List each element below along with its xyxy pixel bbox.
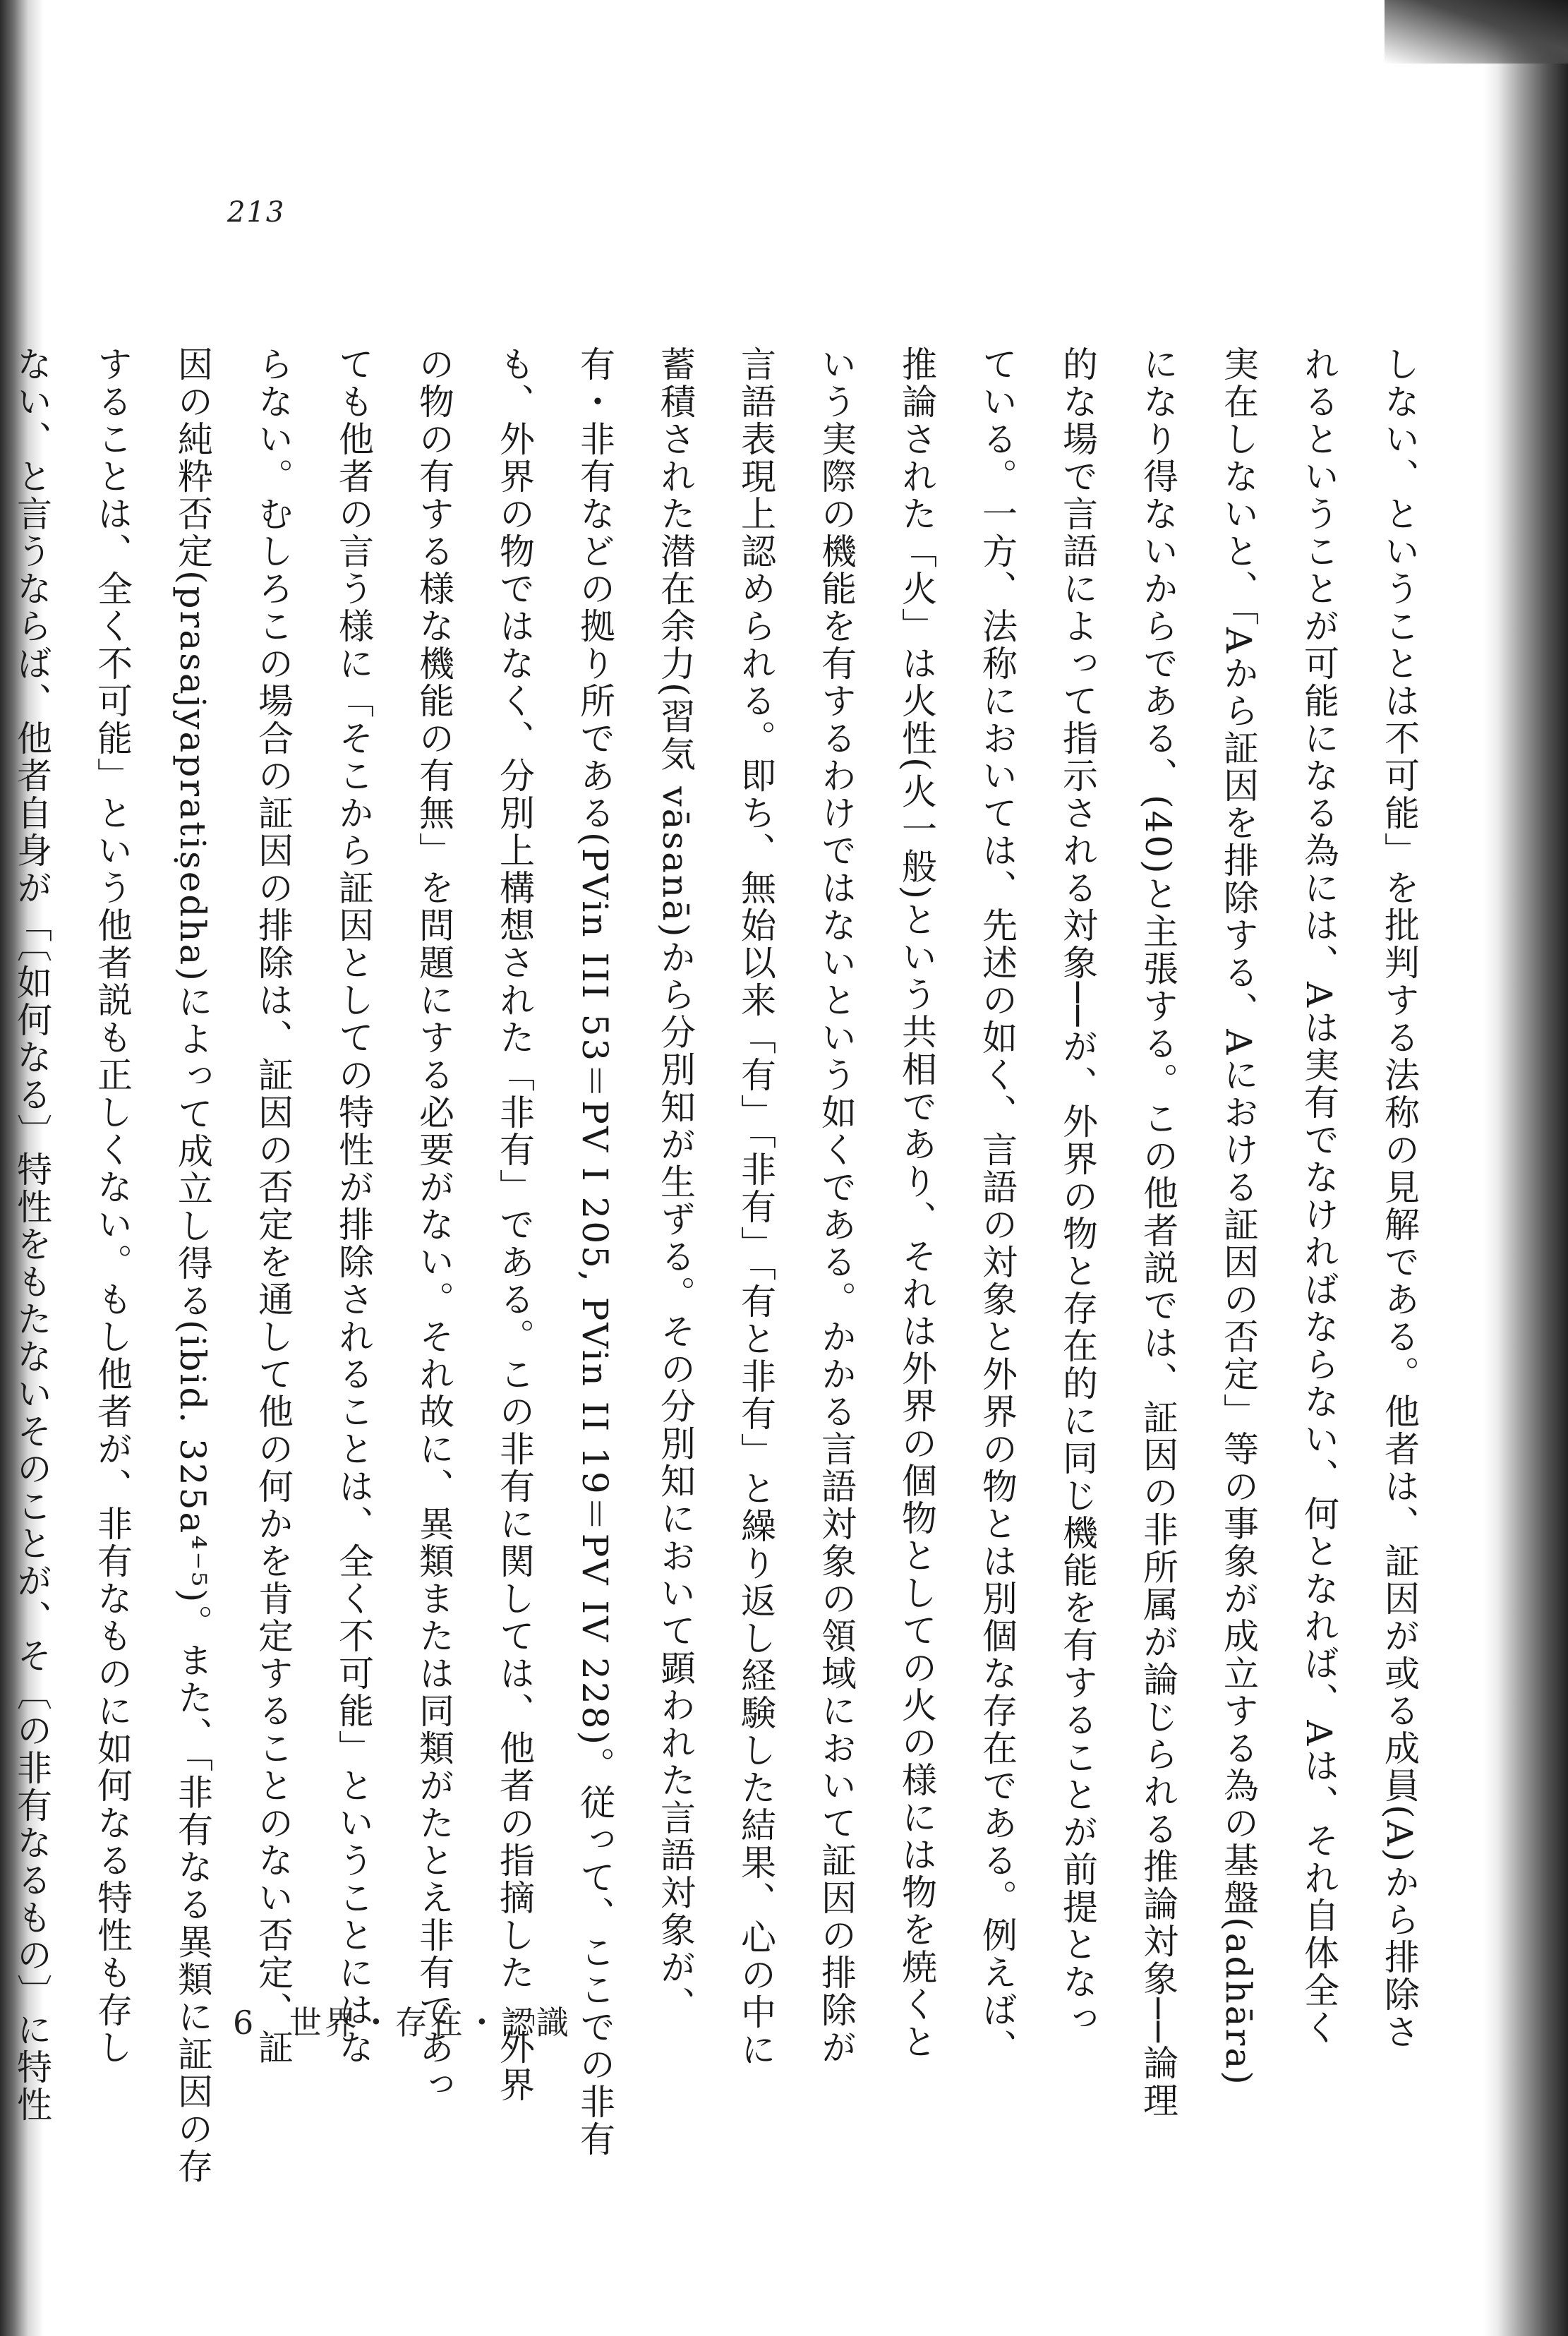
text-line: の物の有する様な機能の有無」を問題にする必要がない。それ故に、異類または同類がたとえ非有であっ	[414, 346, 454, 2104]
text-line: 的な場で言語によって指示される対象──が、外界の物と存在的に同じ機能を有することが前提となっ	[1057, 346, 1098, 2039]
chapter-title: 世界・存在・認識	[289, 2004, 572, 2042]
chapter-number: 6	[233, 2004, 257, 2042]
text-line: しない、ということは不可能」を批判する法称の見解である。他者は、証因が或る成員(A)から排除さ	[1379, 346, 1420, 2052]
text-line: ている。一方、法称においては、先述の如く、言語の対象と外界の物とは別個な存在である。例えば、	[977, 346, 1018, 2066]
text-line: 言語表現上認められる。即ち、無始以来「有」「非有」「有と非有」と繰り返し経験した結果、心の中に	[735, 346, 776, 2069]
text-line: 因の純粋否定(prasajyapratiṣedha)によって成立し得る(ibid. 325a⁴⁻⁵)。また、「非有なる異類に証因の存	[172, 346, 213, 2186]
text-line: いう実際の機能を有するわけではないという如くである。かかる言語対象の領域において証因の排除が	[816, 346, 857, 2066]
text-line: 実在しないと、「Aから証因を排除する、Aにおける証因の否定」等の事象が成立する為の基盤(adhāra)	[1218, 346, 1259, 2087]
text-line: ない、と言うならば、他者自身が「〔如何なる〕特性をもたないそのことが、そ〔の非有なるもの〕に特性	[11, 346, 52, 2124]
text-line: 蓄積された潜在余力(習気 vāsanā)から分別知が生ずる。その分別知において顕われた言語対象が、	[655, 346, 696, 2024]
text-line: れるということが可能になる為には、Aは実有でなければならない、何となれば、Aは、それ自体全く	[1298, 346, 1339, 2047]
text-line: 有・非有などの拠り所である(PVin III 53＝PV I 205, PVin II 19＝PV IV 228)。従って、ここでの非有	[574, 346, 615, 2159]
page-number: 213	[227, 196, 286, 229]
scan-corner-shadow	[1385, 0, 1568, 64]
running-footer	[233, 1997, 572, 2044]
text-line: らない。むしろこの場合の証因の排除は、証因の否定を通して他の何かを肯定することのない否定、証	[253, 346, 294, 2066]
text-line: も、外界の物ではなく、分別上構想された「非有」である。この非有に関しては、他者の指摘した「外界	[494, 346, 535, 2104]
text-line: 推論された「火」は火性(火一般)という共相であり、それは外界の個物としての火の様には物を焼くと	[896, 346, 937, 2061]
scan-edge-right	[1483, 0, 1568, 2336]
text-line: することは、全く不可能」という他者説も正しくない。もし他者が、非有なものに如何なる特性も存し	[92, 346, 133, 2066]
text-line: になり得ないからである、(40)と主張する。この他者説では、証因の非所属が論じられる推論対象──論理	[1138, 346, 1178, 2119]
text-line: ても他者の言う様に「そこから証因としての特性が排除されることは、全く不可能」ということにはな	[333, 346, 374, 2066]
